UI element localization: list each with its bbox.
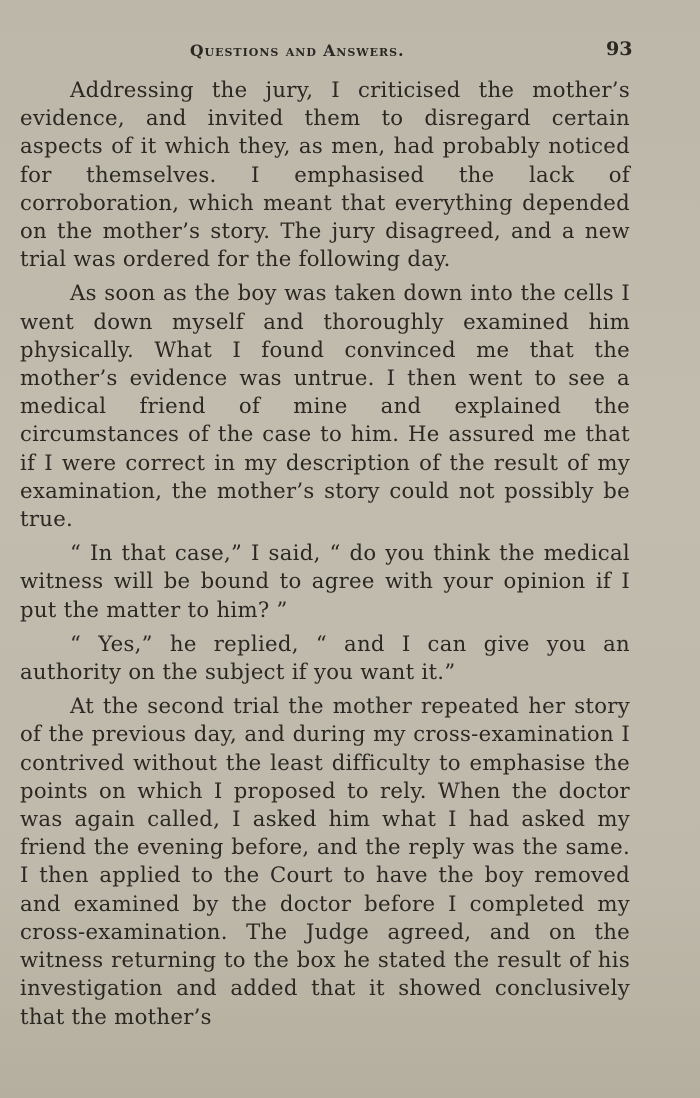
- body-text: [20, 76, 630, 1037]
- page-number: 93: [606, 38, 633, 60]
- paragraph-1: Addressing the jury, I criticised the mother’s evidence, and invited them to disregard certain aspects of it which they, as men, had probably noticed for themselves. I emphasised the lack of corroboration, which meant that everything depended on the mother’s story. The jury disagreed, and a new trial was ordered for the following day.: [20, 77, 630, 272]
- paragraph-3: “ In that case,” I said, “ do you think the medical witness will be bound to agree with your opinion if I put the matter to him? ”: [20, 540, 630, 622]
- paragraph-5: At the second trial the mother repeated her story of the previous day, and during my cross-examination I contrived without the least difficulty to emphasise the points on which I proposed to rely. When the doctor was again called, I asked him what I had asked my friend the evening before, and the reply was the same. I then applied to the Court to have the boy removed and examined by the doctor before I completed my cross-examination. The Judge agreed, and on the witness returning to the box he stated the result of his investigation and added that it showed conclusively that the mother’s: [20, 693, 630, 1029]
- paragraph-4: “ Yes,” he replied, “ and I can give you an authority on the subject if you want it.”: [20, 630, 630, 685]
- paragraph-2: As soon as the boy was taken down into the cells I went down myself and thoroughly examined him physically. What I found convinced me that the mother’s evidence was untrue. I then went to see a medical friend of mine and explained the circumstances of the case to him. He assured me that if I were correct in my description of the result of my examination, the mother’s story could not possibly be true.: [20, 280, 630, 532]
- chapter-title: Questions and Answers.: [190, 41, 405, 60]
- running-header: [0, 38, 700, 66]
